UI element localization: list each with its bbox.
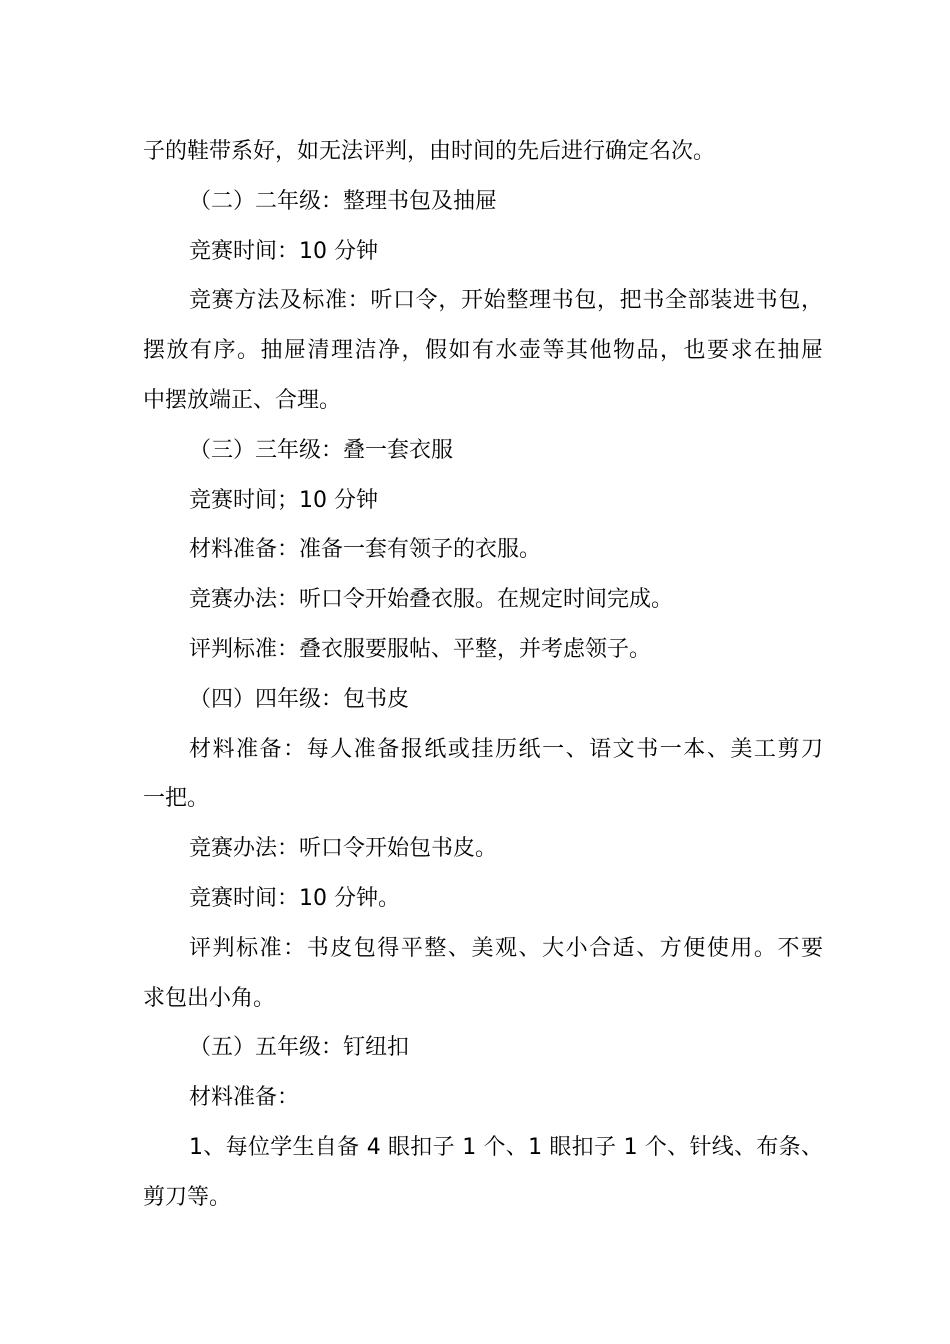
section-heading: （三）三年级：叠一套衣服 [189, 437, 454, 463]
text-line: 子的鞋带系好，如无法评判，由时间的先后进行确定名次。 [143, 139, 716, 164]
text-line: 摆放有序。抽屉清理洁净，假如有水壶等其他物品，也要求在抽屉 [143, 338, 823, 364]
text-line: 1、每位学生自备 4 眼扣子 1 个、1 眼扣子 1 个、针线、布条、 [189, 1134, 823, 1160]
section-heading: （二）二年级：整理书包及抽屉 [189, 188, 498, 214]
text-line: 剪刀等。 [143, 1184, 232, 1210]
text-line: 评判标准：书皮包得平整、美观、大小合适、方便使用。不要 [189, 935, 823, 961]
text-line: 中摆放端正、合理。 [143, 387, 342, 413]
text-line: 竞赛时间；10 分钟 [189, 487, 378, 513]
text-line: 竞赛时间：10 分钟 [189, 238, 378, 264]
text-line: 一把。 [143, 786, 210, 812]
text-line: 材料准备：准备一套有领子的衣服。 [189, 537, 542, 563]
text-line: 评判标准：叠衣服要服帖、平整，并考虑领子。 [189, 636, 652, 662]
text-line: 求包出小角。 [143, 985, 276, 1011]
document-body [143, 127, 823, 1223]
text-line: 材料准备： [189, 1085, 300, 1111]
text-line: 材料准备：每人准备报纸或挂历纸一、语文书一本、美工剪刀 [189, 736, 823, 762]
section-heading: （五）五年级：钉纽扣 [189, 1035, 410, 1061]
section-heading: （四）四年级：包书皮 [189, 686, 410, 712]
text-line: 竞赛办法：听口令开始叠衣服。在规定时间完成。 [189, 587, 674, 613]
text-line: 竞赛办法：听口令开始包书皮。 [189, 836, 498, 862]
text-line: 竞赛方法及标准：听口令，开始整理书包，把书全部装进书包， [189, 288, 823, 314]
text-line: 竞赛时间：10 分钟。 [189, 885, 400, 911]
